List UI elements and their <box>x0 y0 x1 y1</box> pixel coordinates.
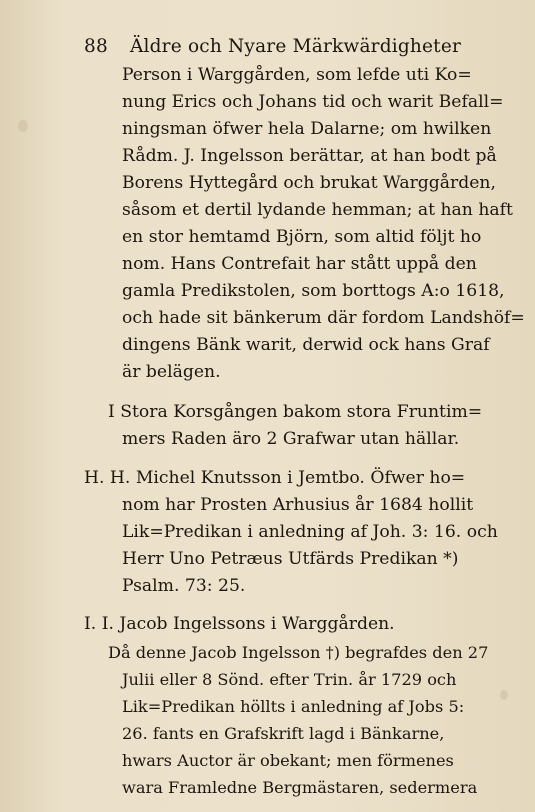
text-line: H. H. Michel Knutsson i Jemtbo. Öfwer ho= <box>84 468 466 488</box>
page-header <box>84 36 461 57</box>
text-line: såsom et dertil lydande hemman; at han haft <box>122 200 513 220</box>
running-title: Äldre och Nyare Märkwärdigheter <box>129 36 462 57</box>
text-line: Herr Uno Petræus Utfärds Predikan *) <box>122 549 459 569</box>
text-line: nung Erics och Johans tid och warit Befall= <box>122 92 504 112</box>
paper-stain <box>500 690 508 700</box>
text-line: I. I. Jacob Ingelssons i Warggården. <box>84 614 395 634</box>
text-line: nom. Hans Contrefait har stått uppå den <box>122 254 477 274</box>
text-line: Psalm. 73: 25. <box>122 576 246 596</box>
text-line: är belägen. <box>122 362 221 382</box>
text-line: Borens Hyttegård och brukat Warggården, <box>122 173 496 193</box>
text-line: ningsman öfwer hela Dalarne; om hwilken <box>122 119 492 139</box>
text-line: gamla Predikstolen, som borttogs A:o 1618, <box>122 281 505 301</box>
text-line: Lik=Predikan i anledning af Joh. 3: 16. och <box>122 522 498 542</box>
text-line: Julii eller 8 Sönd. efter Trin. år 1729 och <box>122 670 457 689</box>
text-line: Lik=Predikan höllts i anledning af Jobs 5: <box>122 697 465 716</box>
text-line: 26. fants en Grafskrift lagd i Bänkarne, <box>122 724 445 743</box>
text-line: mers Raden äro 2 Grafwar utan hällar. <box>122 429 460 449</box>
text-line: Person i Warggården, som lefde uti Ko= <box>122 65 472 85</box>
text-line: dingens Bänk warit, derwid ock hans Graf <box>122 335 490 355</box>
text-line: Då denne Jacob Ingelsson †) begrafdes den 27 <box>108 643 489 662</box>
text-line: Rådm. J. Ingelsson berättar, at han bodt på <box>122 146 497 166</box>
text-line: I Stora Korsgången bakom stora Fruntim= <box>108 402 483 422</box>
text-line: och hade sit bänkerum där fordom Landshöf= <box>122 308 525 328</box>
text-line: wara Framledne Bergmästaren, sedermera <box>122 778 478 797</box>
text-line: en stor hemtamd Björn, som altid följt ho <box>122 227 482 247</box>
text-line: hwars Auctor är obekant; men förmenes <box>122 751 454 770</box>
text-line: nom har Prosten Arhusius år 1684 hollit <box>122 495 474 515</box>
paper-stain <box>18 120 28 132</box>
page-number: 88 <box>84 36 108 57</box>
